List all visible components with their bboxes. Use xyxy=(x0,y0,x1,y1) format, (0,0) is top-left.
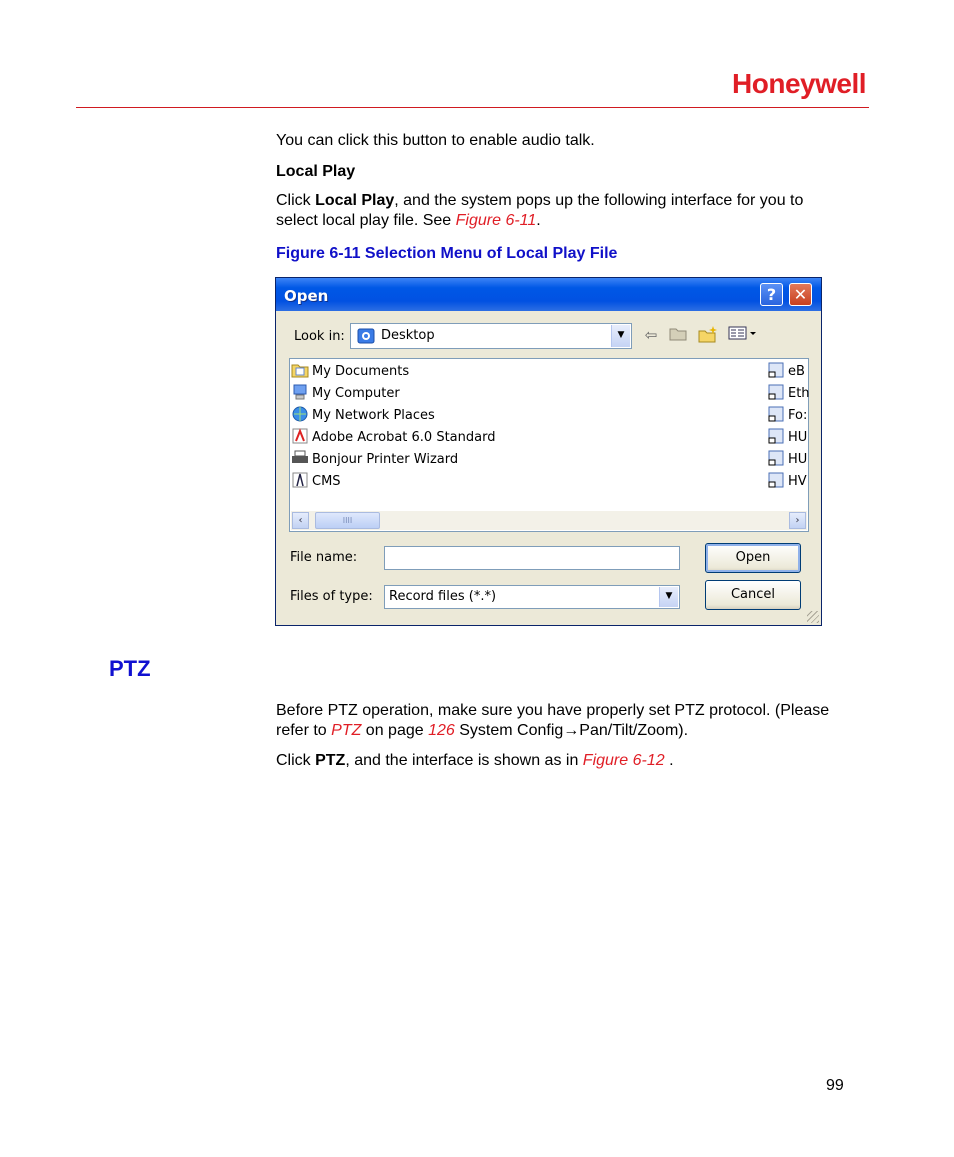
text: , and the system pops up the following interface for you to select local play file. See xyxy=(276,192,804,229)
my-computer-icon xyxy=(291,384,309,400)
help-button[interactable]: ? xyxy=(760,283,783,306)
open-button[interactable]: Open xyxy=(705,543,801,573)
paragraph-ptz-click xyxy=(276,751,846,771)
back-icon[interactable]: ⇦ xyxy=(644,326,658,344)
list-item[interactable] xyxy=(767,384,810,404)
scroll-left-icon[interactable]: ‹ xyxy=(292,512,309,529)
list-item-label: Eth xyxy=(788,386,810,401)
list-item[interactable] xyxy=(767,472,807,492)
page-link[interactable]: 126 xyxy=(428,722,455,739)
desktop-icon xyxy=(357,328,375,344)
text: . xyxy=(664,752,674,769)
list-item[interactable] xyxy=(291,428,495,448)
view-menu-icon[interactable] xyxy=(727,325,759,345)
list-item-label: eB xyxy=(788,364,805,379)
list-item[interactable] xyxy=(291,472,341,492)
my-documents-icon xyxy=(291,362,309,378)
ptz-link[interactable]: PTZ xyxy=(331,722,362,739)
list-item[interactable] xyxy=(291,450,458,470)
arrow-icon: → xyxy=(563,722,580,739)
list-item-label: My Computer xyxy=(312,386,400,401)
text: System Config xyxy=(454,722,564,739)
list-item-label: Fo: xyxy=(788,408,808,423)
up-folder-icon[interactable] xyxy=(667,325,689,345)
local-play-heading: Local Play xyxy=(276,163,356,180)
figure-caption: Figure 6-11 Selection Menu of Local Play File xyxy=(276,245,618,262)
scroll-thumb[interactable]: IIII xyxy=(315,512,380,529)
figure-link[interactable]: Figure 6-11 xyxy=(455,212,537,229)
header-rule xyxy=(76,107,869,108)
text: , and the interface is shown as in xyxy=(345,752,583,769)
text: Pan/Tilt/Zoom). xyxy=(579,722,689,739)
look-in-combo[interactable] xyxy=(350,323,632,349)
printer-wizard-icon xyxy=(291,450,309,466)
list-item-label: HU xyxy=(788,430,808,445)
files-of-type-label: Files of type: xyxy=(290,589,373,604)
shortcut-icon xyxy=(767,406,785,422)
network-places-icon xyxy=(291,406,309,422)
list-item-label: HV xyxy=(788,474,807,489)
shortcut-icon xyxy=(767,472,785,488)
list-item[interactable] xyxy=(291,384,400,404)
list-item-label: My Network Places xyxy=(312,408,435,423)
honeywell-logo: Honeywell xyxy=(732,68,866,99)
list-item[interactable] xyxy=(767,406,807,426)
list-item-label: My Documents xyxy=(312,364,410,379)
list-item-label: Bonjour Printer Wizard xyxy=(312,452,459,467)
shortcut-icon xyxy=(767,450,785,466)
close-button[interactable]: ✕ xyxy=(789,283,812,306)
bold-text: Local Play xyxy=(315,192,395,209)
text: on page xyxy=(361,722,429,739)
look-in-value: Desktop xyxy=(381,328,435,343)
new-folder-icon[interactable] xyxy=(697,325,719,345)
shortcut-icon xyxy=(767,428,785,444)
list-item[interactable] xyxy=(291,362,409,382)
list-item-label: CMS xyxy=(312,474,341,489)
open-dialog xyxy=(275,277,822,626)
list-item[interactable] xyxy=(291,406,435,426)
paragraph-audio-talk: You can click this button to enable audio talk. xyxy=(276,132,595,149)
text: Click xyxy=(276,192,316,209)
chevron-down-icon[interactable]: ▼ xyxy=(611,325,630,347)
file-name-label: File name: xyxy=(290,550,358,565)
look-in-label: Look in: xyxy=(294,329,345,344)
resize-grip[interactable] xyxy=(807,611,819,623)
text: Before PTZ operation, make sure you have properly set PTZ protocol. (Please refer to xyxy=(276,702,830,739)
shortcut-icon xyxy=(767,362,785,378)
list-item[interactable] xyxy=(767,428,807,448)
chevron-down-icon[interactable]: ▼ xyxy=(659,587,678,607)
file-name-input[interactable] xyxy=(384,546,680,570)
figure-link[interactable]: Figure 6-12 xyxy=(582,752,665,769)
list-item[interactable] xyxy=(767,450,807,470)
ptz-heading: PTZ xyxy=(109,656,151,681)
text: . xyxy=(536,212,541,229)
cms-shortcut-icon xyxy=(291,472,309,488)
shortcut-icon xyxy=(767,384,785,400)
scroll-right-icon[interactable]: › xyxy=(789,512,806,529)
dialog-title: Open xyxy=(284,287,329,305)
file-list[interactable] xyxy=(289,358,809,532)
text: Click xyxy=(276,752,316,769)
files-of-type-select[interactable] xyxy=(384,585,680,609)
horizontal-scrollbar[interactable] xyxy=(291,511,807,530)
bold-text: PTZ xyxy=(315,752,346,769)
paragraph-ptz-protocol xyxy=(276,701,846,741)
list-item[interactable] xyxy=(767,362,807,382)
page-number: 99 xyxy=(826,1077,844,1094)
files-of-type-value: Record files (*.*) xyxy=(389,589,497,604)
cancel-button[interactable]: Cancel xyxy=(705,580,801,610)
dialog-titlebar[interactable] xyxy=(276,278,821,311)
paragraph-local-play xyxy=(276,191,846,231)
acrobat-shortcut-icon xyxy=(291,428,309,444)
list-item-label: Adobe Acrobat 6.0 Standard xyxy=(312,430,496,445)
list-item-label: HU xyxy=(788,452,808,467)
